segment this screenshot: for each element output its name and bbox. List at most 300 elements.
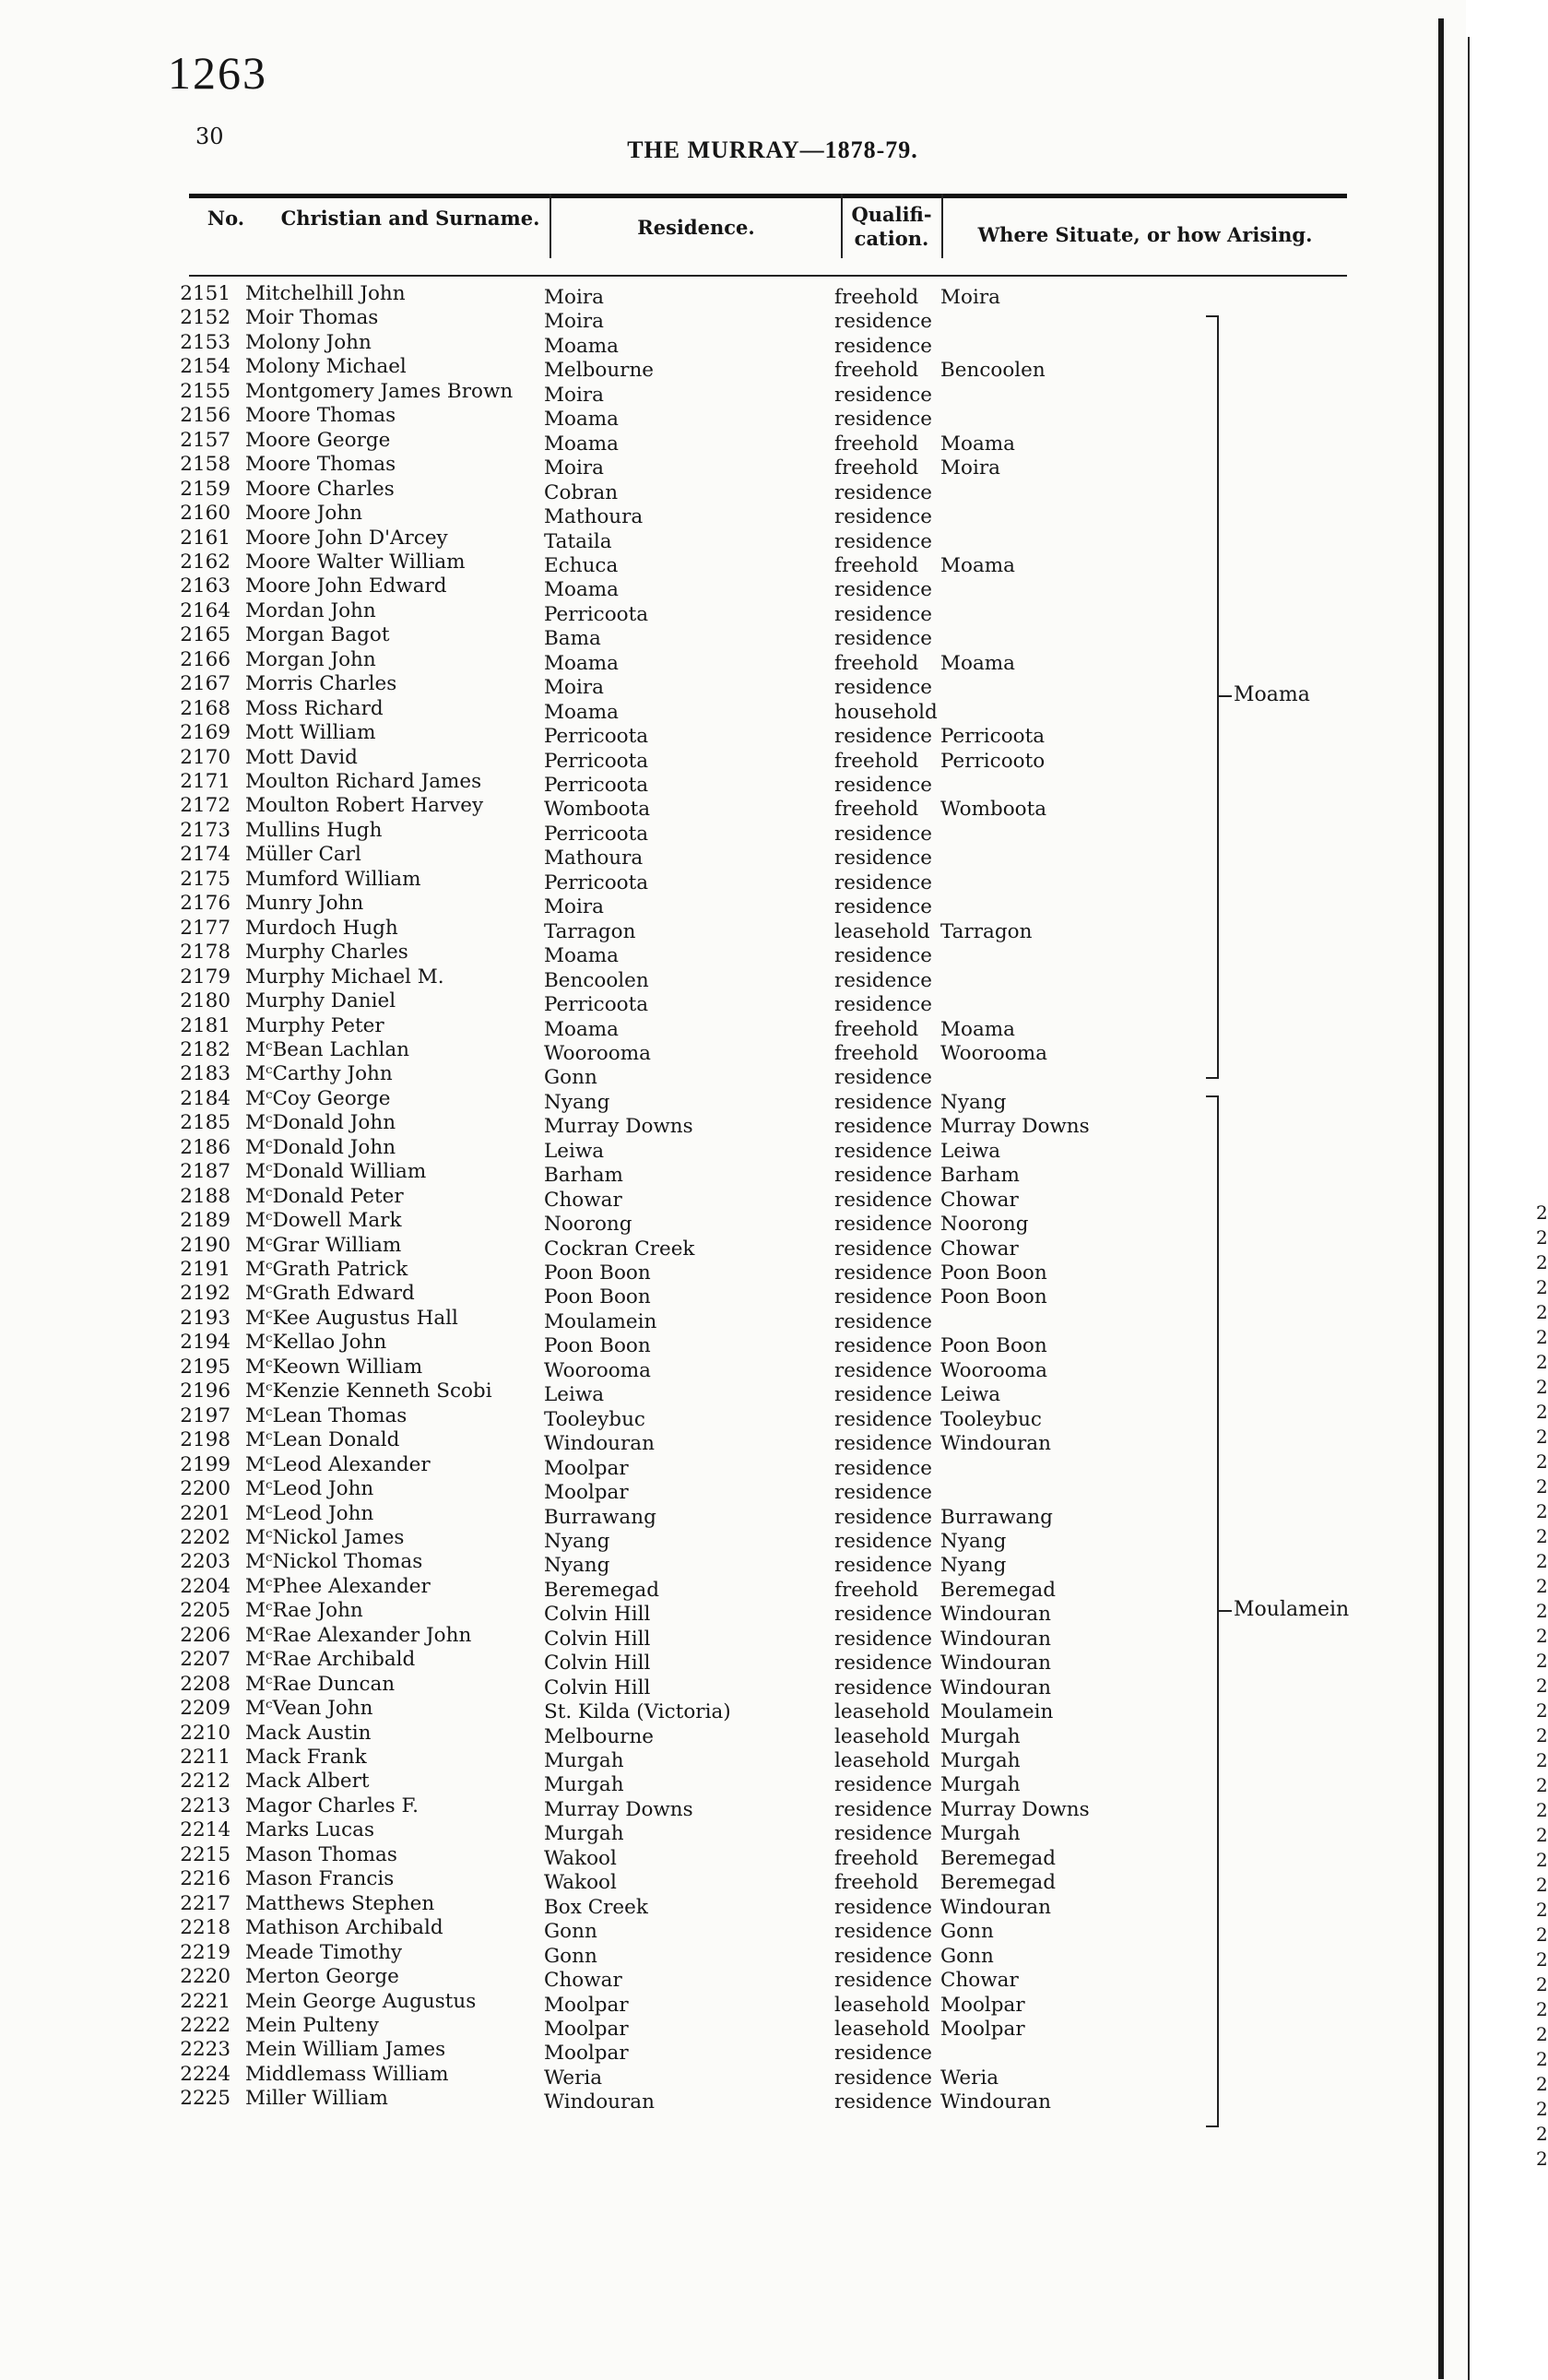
entry-number: 2156: [180, 404, 230, 428]
entry-qualification: residence: [834, 1797, 933, 1821]
entry-number: 2223: [180, 2038, 230, 2062]
entry-residence: Moira: [544, 383, 604, 407]
entry-qualification: residence: [834, 1969, 933, 1993]
table-row: [0, 647, 1545, 675]
entry-number: 2222: [180, 2013, 230, 2037]
entry-where-situate: Tarragon: [940, 919, 1033, 943]
entry-residence: Nyang: [544, 1529, 610, 1553]
entry-name: Mason Thomas: [245, 1842, 397, 1866]
table-row: [0, 1379, 1545, 1407]
entry-name: Morgan John: [245, 647, 376, 671]
table-row: [0, 478, 1545, 502]
entry-qualification: residence: [834, 627, 933, 651]
entry-residence: Perricoota: [544, 602, 649, 626]
entry-number: 2193: [180, 1306, 230, 1330]
entry-where-situate: Chowar: [940, 1969, 1019, 1993]
entry-qualification: residence: [834, 725, 933, 749]
entry-residence: Colvin Hill: [544, 1627, 651, 1651]
entry-where-situate: Nyang: [940, 1529, 1007, 1553]
table-row: [0, 2038, 1545, 2066]
edge-digit: 2: [1536, 1575, 1548, 1597]
entry-name: MᶜKeown William: [245, 1355, 423, 1379]
entry-name: Mack Albert: [245, 1770, 370, 1794]
entry-residence: Poon Boon: [544, 1334, 651, 1358]
header-top-rule: [189, 194, 1347, 198]
entry-qualification: leasehold: [834, 1724, 930, 1748]
entry-name: MᶜNickol Thomas: [245, 1550, 423, 1574]
entry-number: 2176: [180, 892, 230, 916]
edge-digit: 2: [1536, 1924, 1548, 1946]
entry-name: Müller Carl: [245, 843, 361, 867]
entry-number: 2162: [180, 550, 230, 574]
entry-number: 2157: [180, 428, 230, 452]
entry-number: 2216: [180, 1867, 230, 1891]
entry-number: 2220: [180, 1965, 230, 1989]
entry-number: 2182: [180, 1037, 230, 1061]
entry-name: Mullins Hugh: [245, 818, 383, 842]
entry-number: 2175: [180, 867, 230, 891]
header-where: Where Situate, or how Arising.: [977, 223, 1313, 246]
table-row: [0, 1331, 1545, 1358]
entry-qualification: residence: [834, 2066, 933, 2090]
entry-name: MᶜVean John: [245, 1697, 373, 1721]
entry-qualification: residence: [834, 1139, 933, 1163]
entry-qualification: residence: [834, 1627, 933, 1651]
entry-qualification: residence: [834, 1944, 933, 1968]
entry-number: 2211: [180, 1746, 230, 1769]
entry-number: 2225: [180, 2087, 230, 2111]
entry-qualification: freehold: [834, 1578, 919, 1602]
entry-name: MᶜRae Duncan: [245, 1672, 396, 1696]
entry-number: 2174: [180, 843, 230, 867]
entry-residence: Moolpar: [544, 1481, 629, 1505]
entry-number: 2204: [180, 1574, 230, 1598]
entry-number: 2218: [180, 1916, 230, 1940]
entry-number: 2208: [180, 1672, 230, 1696]
edge-digit: 2: [1536, 1202, 1548, 1224]
entry-qualification: residence: [834, 1481, 933, 1505]
entry-name: Morris Charles: [245, 672, 397, 696]
entry-number: 2169: [180, 721, 230, 745]
entry-qualification: residence: [834, 1334, 933, 1358]
entry-qualification: residence: [834, 774, 933, 797]
entry-name: MᶜKee Augustus Hall: [245, 1306, 458, 1330]
edge-digit: 2: [1536, 1998, 1548, 2020]
entry-qualification: residence: [834, 1920, 933, 1944]
entry-name: MᶜLeod John: [245, 1501, 374, 1525]
entry-qualification: leasehold: [834, 2017, 930, 2041]
entry-name: Marks Lucas: [245, 1818, 375, 1842]
group-label: Moama: [1234, 682, 1310, 706]
group-bracket: [1206, 1095, 1219, 2127]
entry-name: Murphy Peter: [245, 1013, 384, 1037]
entry-number: 2166: [180, 647, 230, 671]
entry-qualification: residence: [834, 1261, 933, 1285]
entry-residence: Cockran Creek: [544, 1237, 695, 1261]
table-row: [0, 770, 1545, 797]
edge-digit: 2: [1536, 1475, 1548, 1498]
table-row: [0, 428, 1545, 456]
entry-where-situate: Murray Downs: [940, 1115, 1090, 1139]
bracket-point: [1219, 1610, 1232, 1612]
entry-number: 2178: [180, 941, 230, 965]
table-row: [0, 1746, 1545, 1770]
entry-name: MᶜDonald William: [245, 1160, 427, 1184]
entry-number: 2194: [180, 1331, 230, 1355]
entry-where-situate: Moira: [940, 286, 1000, 309]
edge-digit: 2: [1536, 1351, 1548, 1373]
table-row: [0, 355, 1545, 383]
entry-qualification: residence: [834, 1895, 933, 1919]
table-row: [0, 306, 1545, 334]
entry-residence: Murray Downs: [544, 1115, 693, 1139]
entry-residence: Perricoota: [544, 749, 649, 773]
entry-residence: Moama: [544, 944, 619, 968]
edge-digit: 2: [1536, 1625, 1548, 1647]
table-row: [0, 623, 1545, 651]
table-row: [0, 1428, 1545, 1456]
entry-number: 2198: [180, 1428, 230, 1452]
entry-number: 2210: [180, 1721, 230, 1745]
edge-digit: 2: [1536, 2073, 1548, 2095]
entry-number: 2179: [180, 965, 230, 989]
entry-name: Mathison Archibald: [245, 1916, 443, 1940]
entry-residence: Colvin Hill: [544, 1675, 651, 1699]
table-row: [0, 1184, 1545, 1212]
entry-qualification: residence: [834, 578, 933, 602]
entry-name: Moore John: [245, 502, 362, 526]
table-row: [0, 1086, 1545, 1114]
entry-qualification: residence: [834, 310, 933, 334]
table-row: [0, 696, 1545, 724]
entry-residence: St. Kilda (Victoria): [544, 1700, 731, 1724]
entry-qualification: residence: [834, 847, 933, 870]
entry-qualification: residence: [834, 1188, 933, 1212]
entry-residence: Moolpar: [544, 2042, 629, 2066]
entry-number: 2188: [180, 1184, 230, 1208]
entry-residence: Woorooma: [544, 1358, 651, 1382]
entry-name: MᶜLean Thomas: [245, 1403, 408, 1427]
entry-number: 2170: [180, 745, 230, 769]
table-row: [0, 574, 1545, 602]
entry-name: Matthews Stephen: [245, 1891, 435, 1915]
entry-name: MᶜLeod John: [245, 1477, 374, 1501]
entry-where-situate: Poon Boon: [940, 1285, 1047, 1309]
bracket-point: [1219, 695, 1232, 697]
entry-qualification: freehold: [834, 1041, 919, 1065]
folio-number: 1263: [168, 47, 267, 99]
entry-qualification: freehold: [834, 651, 919, 675]
entry-qualification: residence: [834, 1407, 933, 1431]
entry-residence: Murgah: [544, 1822, 624, 1846]
table-row: [0, 1525, 1545, 1553]
entry-where-situate: Poon Boon: [940, 1334, 1047, 1358]
entry-residence: Moolpar: [544, 2017, 629, 2041]
table-row: [0, 1867, 1545, 1895]
entry-number: 2155: [180, 379, 230, 403]
entry-number: 2196: [180, 1379, 230, 1403]
table-row: [0, 965, 1545, 992]
entry-number: 2153: [180, 330, 230, 354]
entry-name: Murphy Daniel: [245, 989, 396, 1013]
entry-residence: Moama: [544, 700, 619, 724]
entry-residence: Gonn: [544, 1920, 597, 1944]
entry-residence: Moira: [544, 895, 604, 919]
entry-residence: Perricoota: [544, 870, 649, 894]
entry-number: 2209: [180, 1697, 230, 1721]
entry-name: MᶜPhee Alexander: [245, 1574, 431, 1598]
entry-qualification: residence: [834, 1529, 933, 1553]
entry-name: Mein Pulteny: [245, 2013, 379, 2037]
table-row: [0, 1673, 1545, 1697]
table-row: [0, 1258, 1545, 1285]
entry-residence: Perricoota: [544, 725, 649, 749]
entry-where-situate: Leiwa: [940, 1139, 1001, 1163]
entry-qualification: residence: [834, 1652, 933, 1675]
entry-residence: Leiwa: [544, 1383, 605, 1407]
entry-name: MᶜKellao John: [245, 1331, 387, 1355]
table-row: [0, 1452, 1545, 1480]
entry-residence: Nyang: [544, 1554, 610, 1578]
entry-name: MᶜDowell Mark: [245, 1209, 402, 1233]
entry-name: Moore George: [245, 428, 391, 452]
entry-where-situate: Windouran: [940, 1627, 1051, 1651]
entry-where-situate: Moama: [940, 432, 1015, 456]
entry-name: Magor Charles F.: [245, 1794, 419, 1818]
entry-qualification: freehold: [834, 749, 919, 773]
entry-number: 2183: [180, 1062, 230, 1086]
edge-digit: 2: [1536, 1276, 1548, 1298]
entry-number: 2185: [180, 1111, 230, 1135]
entry-number: 2213: [180, 1794, 230, 1818]
entry-number: 2195: [180, 1355, 230, 1379]
entry-qualification: residence: [834, 1115, 933, 1139]
edge-digit: 2: [1536, 1326, 1548, 1348]
edge-digit: 2: [1536, 2048, 1548, 2070]
table-row: [0, 1818, 1545, 1846]
edge-digit: 2: [1536, 1699, 1548, 1722]
header-qualification: Qualifi- cation.: [851, 203, 932, 250]
entry-residence: Weria: [544, 2066, 603, 2090]
entry-name: MᶜDonald John: [245, 1135, 396, 1159]
edge-digit: 2: [1536, 1973, 1548, 1995]
entry-qualification: residence: [834, 1456, 933, 1480]
entry-residence: Chowar: [544, 1969, 622, 1993]
entry-qualification: residence: [834, 1432, 933, 1456]
entry-qualification: residence: [834, 993, 933, 1017]
entry-name: Molony Michael: [245, 355, 407, 379]
entry-name: MᶜDonald John: [245, 1111, 396, 1135]
entry-number: 2219: [180, 1940, 230, 1964]
entry-name: Moore John Edward: [245, 574, 447, 598]
entry-qualification: residence: [834, 968, 933, 992]
entry-where-situate: Moulamein: [940, 1700, 1054, 1724]
entry-qualification: freehold: [834, 553, 919, 577]
table-row: [0, 1355, 1545, 1382]
entry-number: 2191: [180, 1258, 230, 1281]
entry-number: 2160: [180, 502, 230, 526]
entry-number: 2154: [180, 355, 230, 379]
entry-number: 2189: [180, 1209, 230, 1233]
table-row: [0, 550, 1545, 577]
table-row: [0, 1989, 1545, 2017]
entry-number: 2163: [180, 574, 230, 598]
entry-residence: Windouran: [544, 2090, 655, 2114]
entry-qualification: residence: [834, 2090, 933, 2114]
table-row: [0, 1648, 1545, 1675]
table-row: [0, 1233, 1545, 1261]
entry-name: MᶜRae Archibald: [245, 1648, 416, 1672]
entry-name: MᶜBean Lachlan: [245, 1037, 410, 1061]
entry-name: Merton George: [245, 1965, 399, 1989]
edge-digit: 2: [1536, 1824, 1548, 1846]
entry-residence: Wakool: [544, 1871, 617, 1895]
entry-name: Murphy Charles: [245, 941, 408, 965]
entry-residence: Gonn: [544, 1944, 597, 1968]
entry-qualification: household: [834, 700, 938, 724]
entry-where-situate: Weria: [940, 2066, 999, 2090]
edge-digit: 2: [1536, 1774, 1548, 1796]
page-number: 30: [195, 124, 224, 149]
entry-number: 2168: [180, 696, 230, 720]
entry-number: 2224: [180, 2062, 230, 2086]
entry-qualification: residence: [834, 1822, 933, 1846]
entry-name: Mitchelhill John: [245, 282, 406, 305]
entry-name: MᶜCarthy John: [245, 1062, 393, 1086]
entry-number: 2214: [180, 1818, 230, 1842]
entry-where-situate: Womboota: [940, 798, 1047, 822]
entry-residence: Womboota: [544, 798, 651, 822]
entry-name: MᶜGrar William: [245, 1233, 402, 1257]
entry-qualification: residence: [834, 1164, 933, 1188]
entry-residence: Tarragon: [544, 919, 636, 943]
entry-number: 2177: [180, 916, 230, 940]
entry-residence: Moolpar: [544, 1993, 629, 2017]
entry-residence: Moira: [544, 676, 604, 700]
table-row: [0, 1160, 1545, 1188]
page-title: THE MURRAY—1878-79.: [627, 136, 918, 163]
entry-where-situate: Woorooma: [940, 1041, 1047, 1065]
entry-qualification: residence: [834, 505, 933, 529]
entry-residence: Poon Boon: [544, 1261, 651, 1285]
table-row: [0, 1722, 1545, 1746]
entry-name: Moir Thomas: [245, 306, 379, 330]
entry-where-situate: Beremegad: [940, 1846, 1056, 1870]
entry-where-situate: Murgah: [940, 1749, 1021, 1772]
entry-name: Moore John D'Arcey: [245, 526, 448, 550]
table-row: [0, 843, 1545, 870]
entry-name: Munry John: [245, 892, 364, 916]
edge-digit: 2: [1536, 1799, 1548, 1821]
entry-qualification: residence: [834, 1090, 933, 1114]
entry-where-situate: Murgah: [940, 1822, 1021, 1846]
entry-name: Mumford William: [245, 867, 421, 891]
entry-residence: Woorooma: [544, 1041, 651, 1065]
entry-where-situate: Windouran: [940, 1652, 1051, 1675]
entry-number: 2200: [180, 1477, 230, 1501]
entry-residence: Cobran: [544, 480, 619, 504]
entry-qualification: residence: [834, 1285, 933, 1309]
table-row: [0, 1135, 1545, 1163]
entry-residence: Moolpar: [544, 1456, 629, 1480]
entry-residence: Gonn: [544, 1066, 597, 1090]
table-row: [0, 330, 1545, 358]
entry-name: Miller William: [245, 2087, 388, 2111]
entry-residence: Leiwa: [544, 1139, 605, 1163]
entry-qualification: residence: [834, 1505, 933, 1529]
header-bottom-rule: [189, 275, 1347, 277]
entry-residence: Murray Downs: [544, 1797, 693, 1821]
entry-name: Meade Timothy: [245, 1940, 403, 1964]
edge-digit: 2: [1536, 2123, 1548, 2145]
entry-number: 2199: [180, 1452, 230, 1476]
entry-where-situate: Moama: [940, 1017, 1015, 1041]
entry-name: Morgan Bagot: [245, 623, 390, 647]
edge-digit: 2: [1536, 2098, 1548, 2120]
entry-residence: Moira: [544, 286, 604, 309]
entry-number: 2172: [180, 794, 230, 818]
entry-number: 2215: [180, 1842, 230, 1866]
entry-residence: Moira: [544, 310, 604, 334]
entry-qualification: freehold: [834, 1017, 919, 1041]
entry-name: Mein William James: [245, 2038, 446, 2062]
entry-number: 2167: [180, 672, 230, 696]
table-row: [0, 1111, 1545, 1139]
group-bracket: [1206, 315, 1219, 1079]
entry-where-situate: Murgah: [940, 1773, 1021, 1797]
entry-name: MᶜKenzie Kenneth Scobi: [245, 1379, 492, 1403]
table-row: [0, 1477, 1545, 1505]
edge-digit: 2: [1536, 1251, 1548, 1273]
table-row: [0, 1013, 1545, 1041]
entry-number: 2205: [180, 1599, 230, 1623]
entry-where-situate: Chowar: [940, 1237, 1019, 1261]
entry-qualification: residence: [834, 870, 933, 894]
entry-name: Moss Richard: [245, 696, 384, 720]
edge-digit: 2: [1536, 1500, 1548, 1522]
entry-residence: Box Creek: [544, 1895, 648, 1919]
entry-qualification: residence: [834, 944, 933, 968]
entry-residence: Noorong: [544, 1213, 632, 1237]
entry-qualification: residence: [834, 383, 933, 407]
entry-where-situate: Windouran: [940, 1675, 1051, 1699]
entry-qualification: residence: [834, 408, 933, 432]
entry-residence: Colvin Hill: [544, 1652, 651, 1675]
entry-number: 2192: [180, 1282, 230, 1306]
entry-qualification: residence: [834, 480, 933, 504]
entry-residence: Moama: [544, 408, 619, 432]
entry-name: MᶜDonald Peter: [245, 1184, 404, 1208]
header-no: No.: [207, 207, 245, 230]
entry-where-situate: Barham: [940, 1164, 1020, 1188]
entry-name: Murdoch Hugh: [245, 916, 398, 940]
edge-digit: 2: [1536, 1450, 1548, 1473]
entry-number: 2180: [180, 989, 230, 1013]
entry-where-situate: Beremegad: [940, 1578, 1056, 1602]
entry-qualification: leasehold: [834, 1993, 930, 2017]
entry-residence: Beremegad: [544, 1578, 659, 1602]
table-row: [0, 941, 1545, 968]
entry-qualification: freehold: [834, 359, 919, 383]
entry-where-situate: Tooleybuc: [940, 1407, 1042, 1431]
page-edge: [1438, 18, 1444, 2379]
table-row: [0, 502, 1545, 529]
entry-residence: Wakool: [544, 1846, 617, 1870]
entry-number: 2187: [180, 1160, 230, 1184]
entry-name: Moore Thomas: [245, 453, 396, 477]
entry-qualification: residence: [834, 529, 933, 553]
entry-number: 2184: [180, 1086, 230, 1110]
